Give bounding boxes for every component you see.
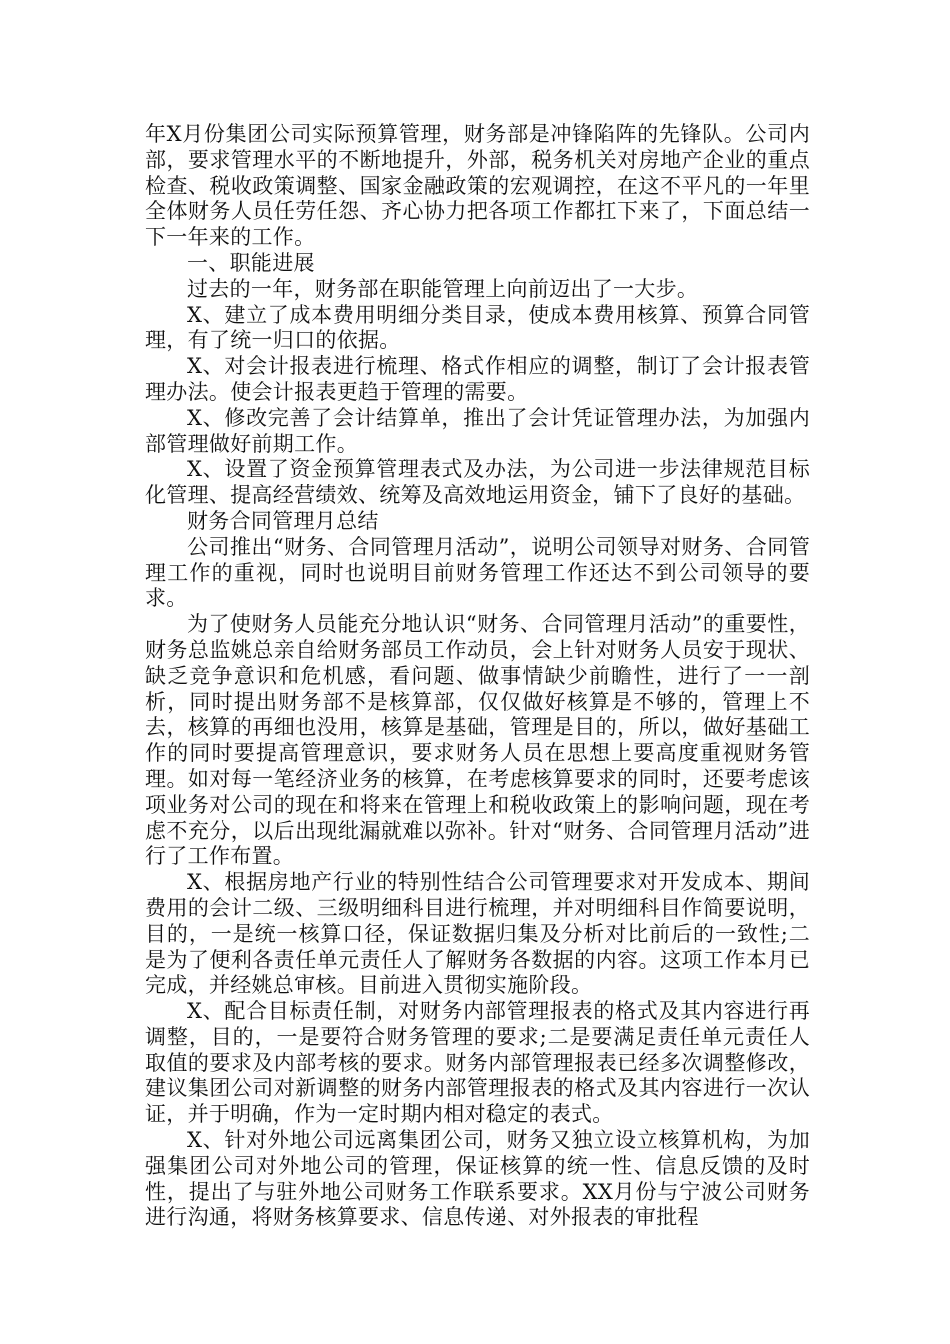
paragraph: X、设置了资金预算管理表式及办法，为公司进一步法律规范目标化管理、提高经营绩效、统筹及高效地运用资金，铺下了良好的基础。	[145, 457, 810, 508]
paragraph: 为了使财务人员能充分地认识“财务、合同管理月活动”的重要性，财务总监姚总亲自给财务部员工作动员，会上针对财务人员安于现状、缺乏竞争意识和危机感，看问题、做事情缺少前瞻性，进行了一一剖析，同时提出财务部不是核算部，仅仅做好核算是不够的，管理上不去，核算的再细也没用，核算是基础，管理是目的，所以，做好基础工作的同时要提高管理意识，要求财务人员在思想上要高度重视财务管理。如对每一笔经济业务的核算，在考虑核算要求的同时，还要考虑该项业务对公司的现在和将来在管理上和税收政策上的影响问题，现在考虑不充分，以后出现纰漏就难以弥补。针对“财务、合同管理月活动”进行了工作布置。	[145, 612, 810, 869]
paragraph: X、根据房地产行业的特别性结合公司管理要求对开发成本、期间费用的会计二级、三级明细科目进行梳理，并对明细科目作简要说明，目的，一是统一核算口径，保证数据归集及分析对比前后的一致性;二是为了便利各责任单元责任人了解财务各数据的内容。这项工作本月已完成，并经姚总审核。目前进入贯彻实施阶段。	[145, 870, 810, 998]
section-heading: 一、职能进展	[187, 250, 315, 275]
paragraph: X、配合目标责任制，对财务内部管理报表的格式及其内容进行再调整，目的，一是要符合财务管理的要求;二是要满足责任单元责任人取值的要求及内部考核的要求。财务内部管理报表已经多次调整修改，建议集团公司对新调整的财务内部管理报表的格式及其内容进行一次认证，并于明确，作为一定时期内相对稳定的表式。	[145, 999, 810, 1127]
paragraph: X、建立了成本费用明细分类目录，使成本费用核算、预算合同管理，有了统一归口的依据。	[145, 302, 810, 353]
paragraph: X、修改完善了会计结算单，推出了会计凭证管理办法，为加强内部管理做好前期工作。	[145, 405, 810, 456]
section-heading: 财务合同管理月总结	[187, 508, 379, 533]
paragraph: X、对会计报表进行梳理、格式作相应的调整，制订了会计报表管理办法。使会计报表更趋于管理的需要。	[145, 354, 810, 404]
paragraph: 公司推出“财务、合同管理月活动”，说明公司领导对财务、合同管理工作的重视，同时也说明目前财务管理工作还达不到公司领导的要求。	[145, 534, 810, 611]
paragraph: 过去的一年，财务部在职能管理上向前迈出了一大步。	[187, 276, 699, 301]
paragraph: X、针对外地公司远离集团公司，财务又独立设立核算机构，为加强集团公司对外地公司的管理，保证核算的统一性、信息反馈的及时性，提出了与驻外地公司财务工作联系要求。XX月份与宁波公司财务进行沟通，将财务核算要求、信息传递、对外报表的审批程	[145, 1128, 810, 1230]
document-body	[145, 122, 810, 1231]
paragraph: 年X月份集团公司实际预算管理，财务部是冲锋陷阵的先锋队。公司内部，要求管理水平的不断地提升，外部，税务机关对房地产企业的重点检查、税收政策调整、国家金融政策的宏观调控，在这不平凡的一年里全体财务人员任劳任怨、齐心协力把各项工作都扛下来了，下面总结一下一年来的工作。	[145, 122, 810, 250]
